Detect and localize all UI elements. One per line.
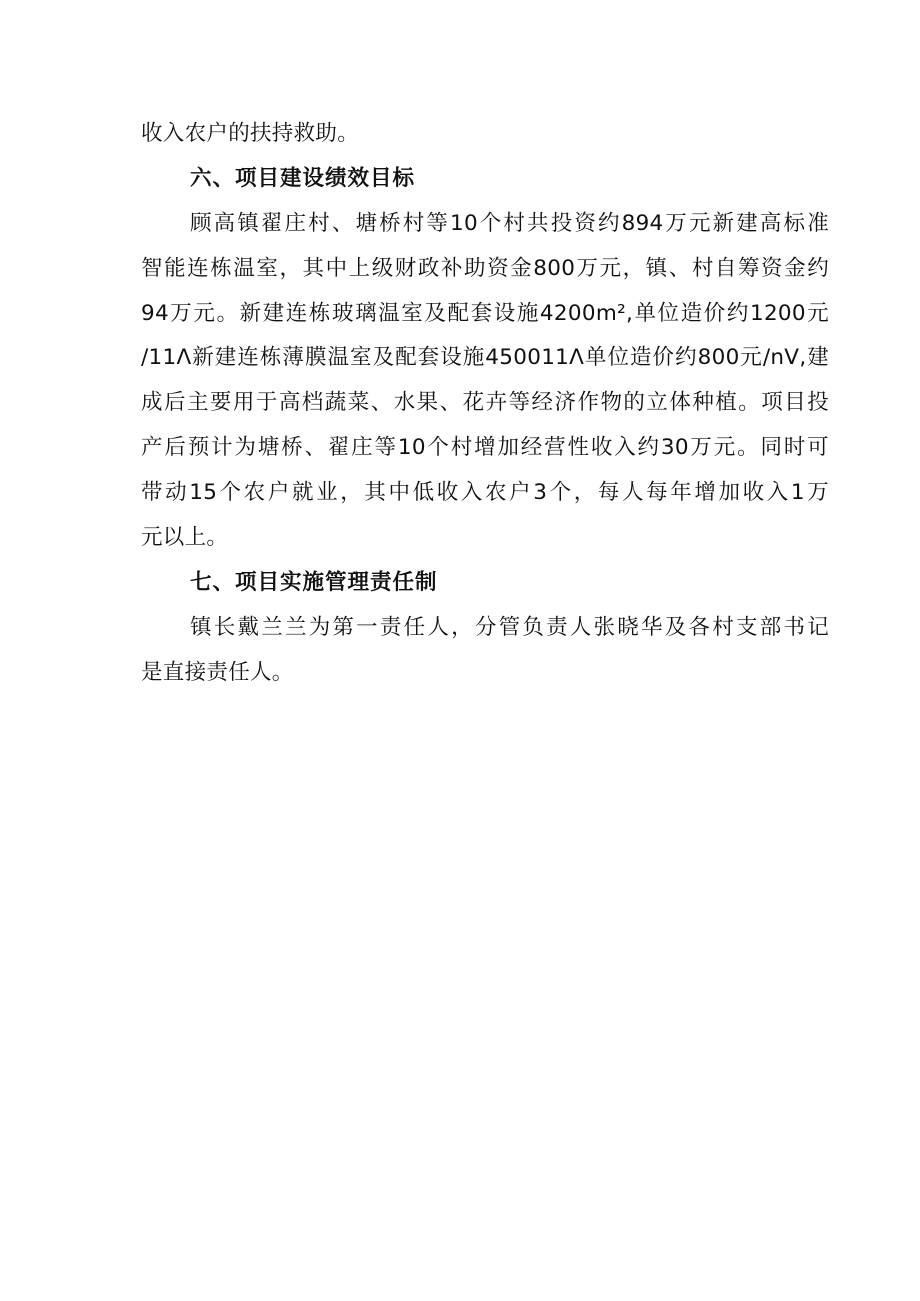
section-heading-responsibility: 七、项目实施管理责任制	[190, 569, 438, 595]
body-line: 智能连栋温室，其中上级财政补助资金800万元，镇、村自筹资金约	[141, 255, 829, 281]
body-line: ∕11Λ新建连栋薄膜温室及配套设施450011Λ单位造价约800元/nV,建	[141, 345, 829, 371]
body-line: 成后主要用于高档蔬菜、水果、花卉等经济作物的立体种植。项目投	[141, 390, 829, 416]
body-line: 是直接责任人。	[141, 659, 294, 685]
body-line: 顾高镇翟庄村、塘桥村等10个村共投资约894万元新建高标准	[190, 210, 829, 236]
document-body	[141, 112, 829, 696]
paragraph-continuation: 收入农户的扶持救助。	[141, 121, 360, 146]
body-line: 带动15个农户就业，其中低收入农户3个，每人每年增加收入1万	[141, 480, 829, 506]
body-line: 产后预计为塘桥、翟庄等10个村增加经营性收入约30万元。同时可	[141, 435, 829, 461]
body-line: 元以上。	[141, 525, 229, 551]
section-heading-performance-goals: 六、项目建设绩效目标	[190, 165, 416, 191]
body-line: 94万元。新建连栋玻璃温室及配套设施4200m²,单位造价约1200元	[141, 300, 829, 326]
body-line: 镇长戴兰兰为第一责任人，分管负责人张晓华及各村支部书记	[190, 614, 829, 640]
